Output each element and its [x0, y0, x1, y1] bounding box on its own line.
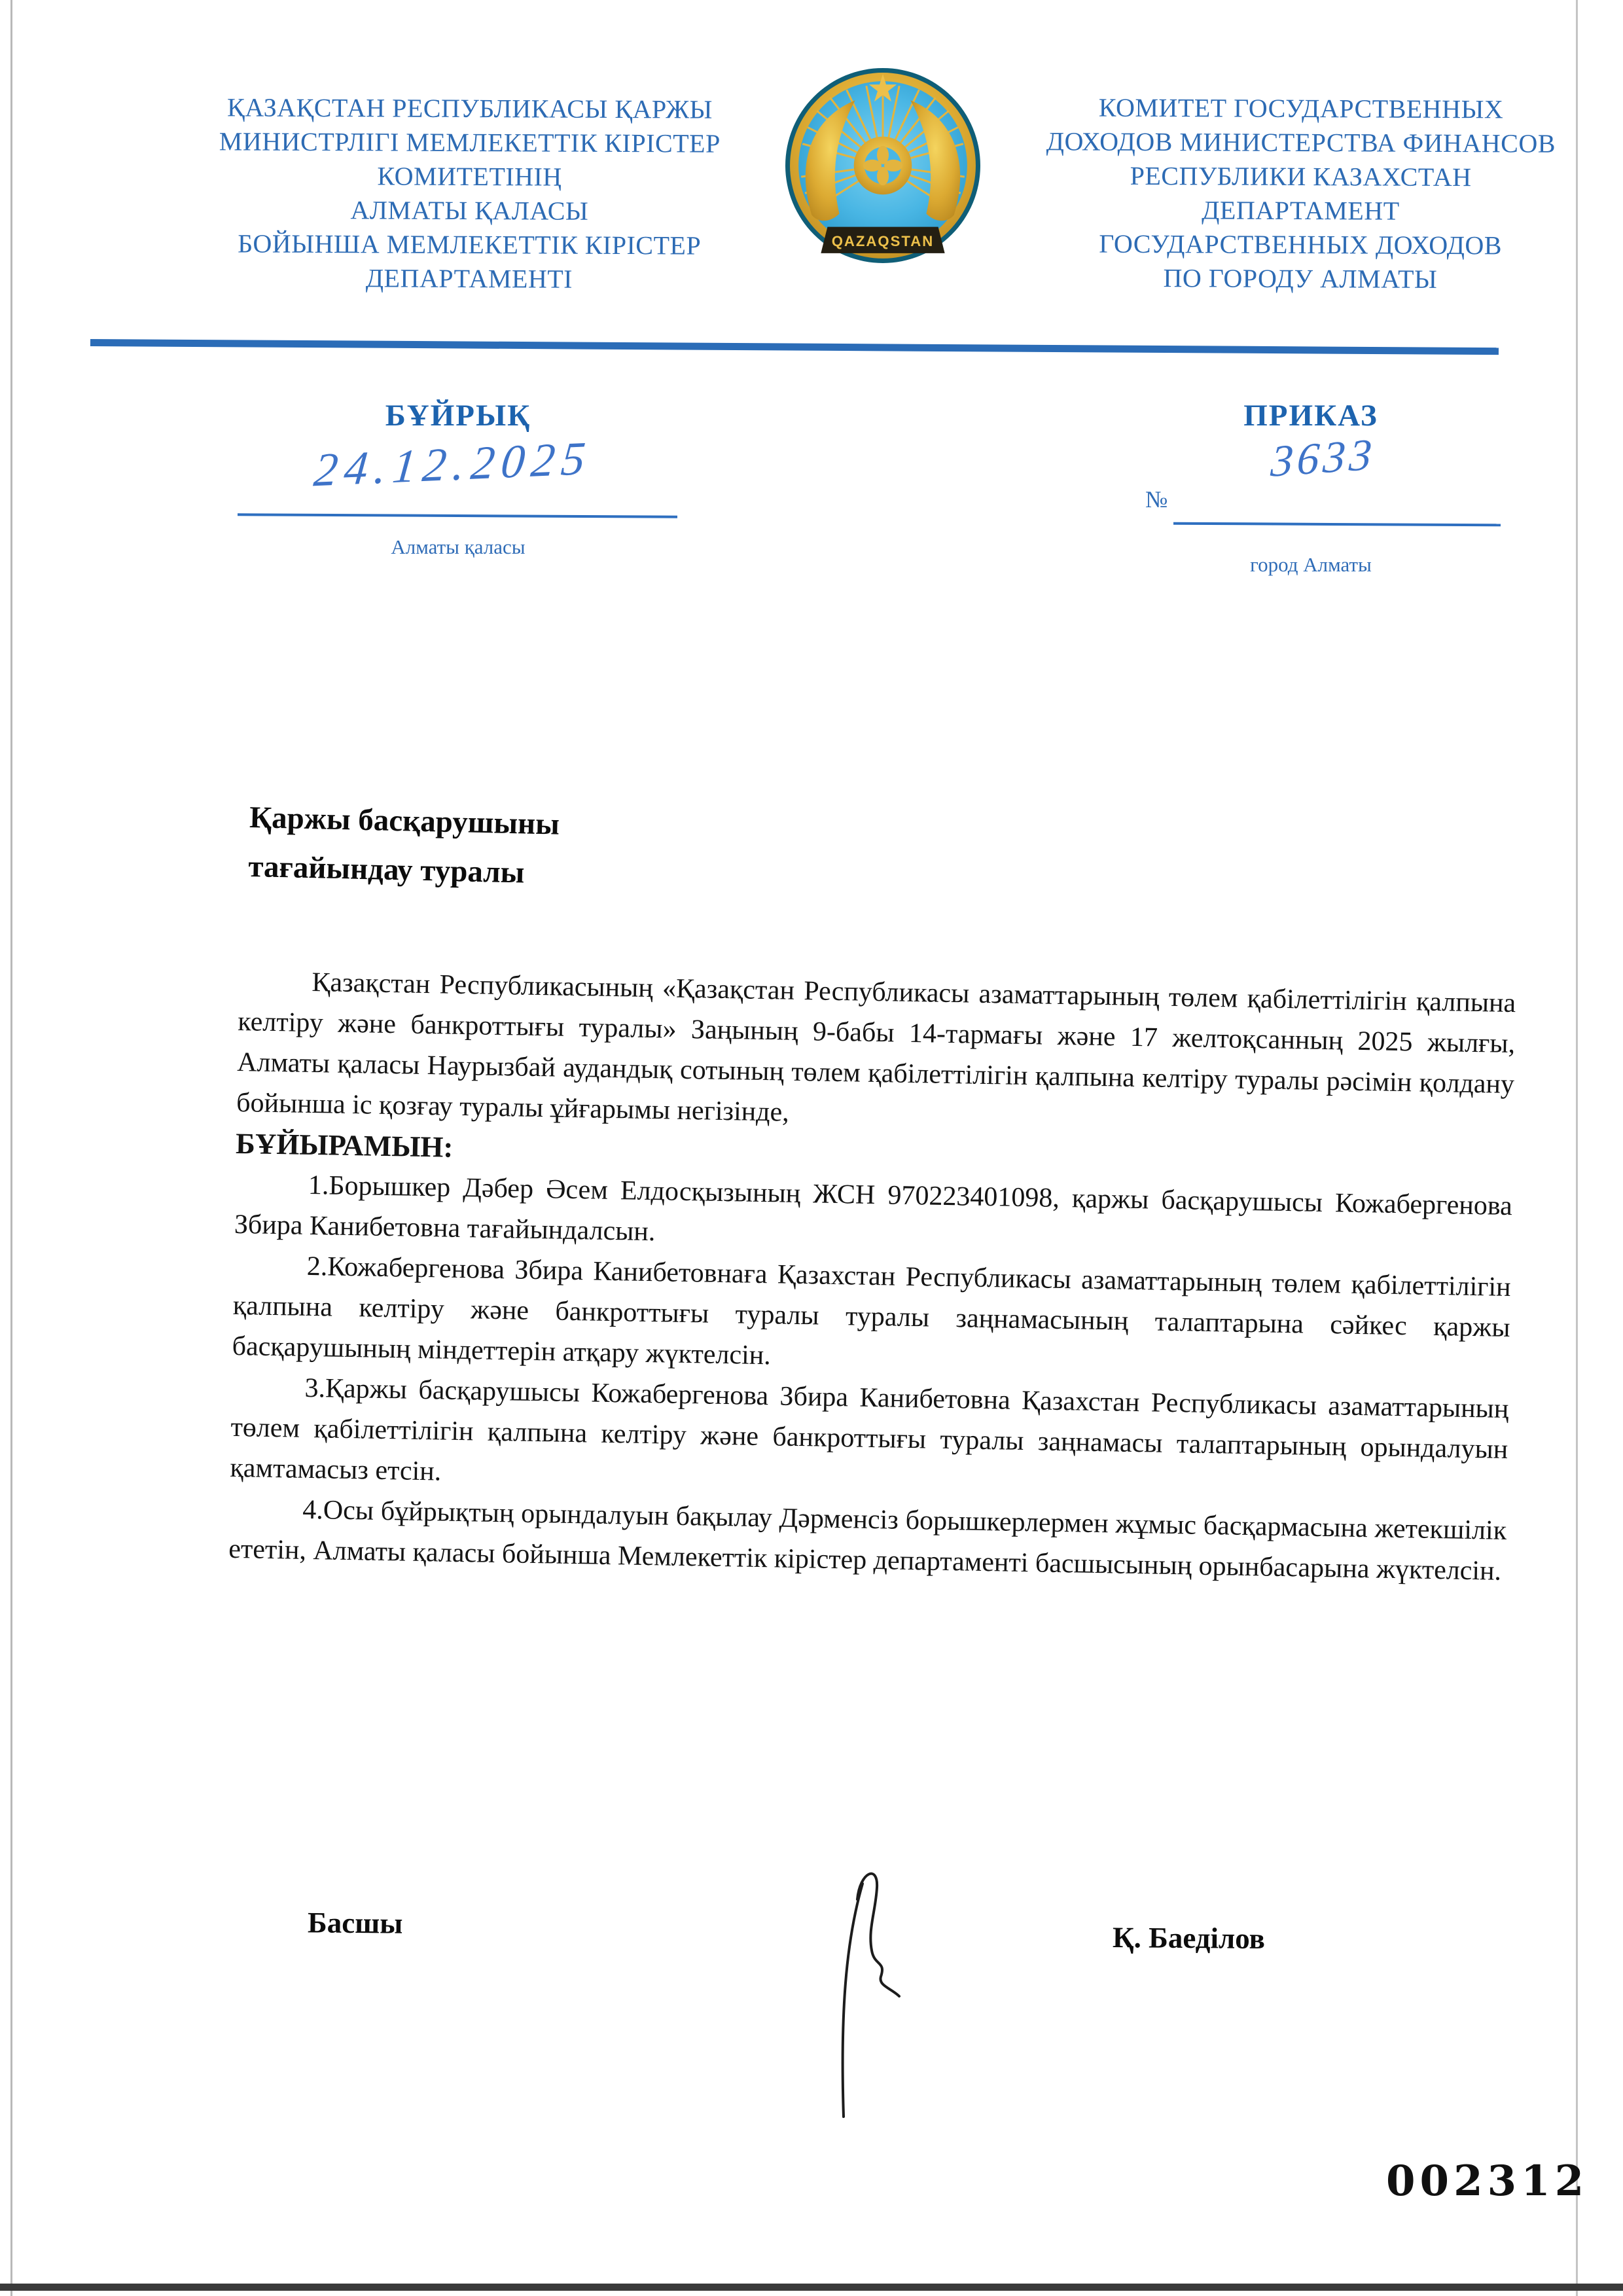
- handwritten-signature: [823, 1857, 928, 2125]
- issue-place-kazakh: Алматы қаласы: [391, 535, 526, 558]
- header-line-kk: МИНИСТРЛІГІ МЕМЛЕКЕТТІК КІРІСТЕР: [219, 126, 721, 158]
- body-paragraph-item4: 4.Осы бұйрықтың орындалуын бақылау Дәрменсіз борышкерлермен жұмыс басқармасына жетекшілік ететін, Алматы қаласы бойынша Мемлекеттік кірістер департаменті басшысының орынбасарына жүктелсін.: [228, 1494, 1507, 1587]
- header-line-kk: ДЕПАРТАМЕНТІ: [365, 263, 573, 294]
- handwritten-date: 24.12.2025: [312, 431, 594, 497]
- header-line-ru: ГОСУДАРСТВЕННЫХ ДОХОДОВ: [1099, 228, 1503, 260]
- issuer-name-kazakh: [153, 90, 785, 297]
- number-underline: [1173, 522, 1501, 527]
- header-line-ru: КОМИТЕТ ГОСУДАРСТВЕННЫХ: [1098, 92, 1504, 124]
- header-line-kk: БОЙЫНША МЕМЛЕКЕТТІК КІРІСТЕР: [238, 228, 702, 260]
- signer-role-label: Басшы: [307, 1906, 403, 1940]
- body-command-word: БҰЙЫРАМЫН:: [235, 1126, 454, 1164]
- handwritten-order-number: 3633: [1269, 429, 1378, 486]
- header-line-ru: ДОХОДОВ МИНИСТЕРСТВА ФИНАНСОВ: [1046, 126, 1556, 158]
- header-line-kk: ҚАЗАҚСТАН РЕСПУБЛИКАСЫ ҚАРЖЫ: [227, 92, 713, 124]
- issue-place-russian: город Алматы: [1250, 553, 1372, 576]
- body-paragraph-item2: 2.Кожабергенова Збира Канибетовнаға Қазахстан Республикасы азаматтарының төлем қабілеттілігін қалпына келтіру және банкроттығы туралы туралы заңнамасының талаптарына сәйкес қаржы басқарушының міндеттерін атқару жүктелсін.: [232, 1251, 1511, 1371]
- scan-edge-left: [10, 0, 12, 2296]
- document-title-line2: тағайындау туралы: [247, 849, 526, 890]
- document-title-line1: Қаржы басқарушыны: [249, 800, 560, 842]
- number-sign: №: [1145, 486, 1168, 512]
- scan-edge-right: [1576, 0, 1578, 2296]
- body-paragraph-item3: 3.Қаржы басқарушысы Кожабергенова Збира Канибетовна Қазахстан Республикасы азаматтарының төлем қабілеттілігін қалпына келтіру және банкроттығы туралы заңнамасы талаптарының орындалуын қамтамасыз етсін.: [230, 1372, 1509, 1487]
- date-underline: [238, 513, 677, 518]
- header-line-ru: ПО ГОРОДУ АЛМАТЫ: [1163, 263, 1438, 294]
- order-body: [228, 961, 1516, 1592]
- header-line-ru: РЕСПУБЛИКИ КАЗАХСТАН: [1130, 160, 1472, 192]
- body-paragraph-item1: 1.Борышкер Дәбер Әсем Елдосқызының ЖСН 970223401098, қаржы басқарушысы Кожабергенова Збира Канибетовна тағайындалсын.: [234, 1170, 1513, 1247]
- signer-name: Қ. Баеділов: [1112, 1920, 1266, 1956]
- header-line-ru: ДЕПАРТАМЕНТ: [1202, 195, 1400, 226]
- body-paragraph-preamble: Қазақстан Республикасының «Қазақстан Республикасы азаматтарының төлем қабілеттілігін қалпына келтіру және банкроттығы туралы» Заңының 9-бабы 14-тармағы және 17 желтоқсанның 2025 жылғы, Алматы қаласы Наурызбай аудандық сотының төлем қабілеттілігін қалпына келтіру туралы рәсімін қолдану бойынша іс қозғау туралы ұйғарымы негізінде,: [236, 967, 1516, 1128]
- order-label-kazakh: БҰЙРЫҚ: [385, 399, 531, 433]
- order-label-russian: ПРИКАЗ: [1243, 399, 1378, 433]
- header-divider-rule: [90, 339, 1499, 355]
- form-number-stamp: 002312: [1386, 2157, 1589, 2206]
- document-title: [248, 793, 560, 899]
- header-line-kk: КОМИТЕТІНІҢ: [377, 161, 562, 192]
- scan-edge-bottom: [0, 2284, 1623, 2291]
- emblem-banner-text: QAZAQSTAN: [831, 232, 935, 249]
- header-line-kk: АЛМАТЫ ҚАЛАСЫ: [350, 195, 589, 226]
- kazakhstan-emblem-logo: [784, 54, 982, 287]
- issuer-name-russian: [1004, 90, 1597, 297]
